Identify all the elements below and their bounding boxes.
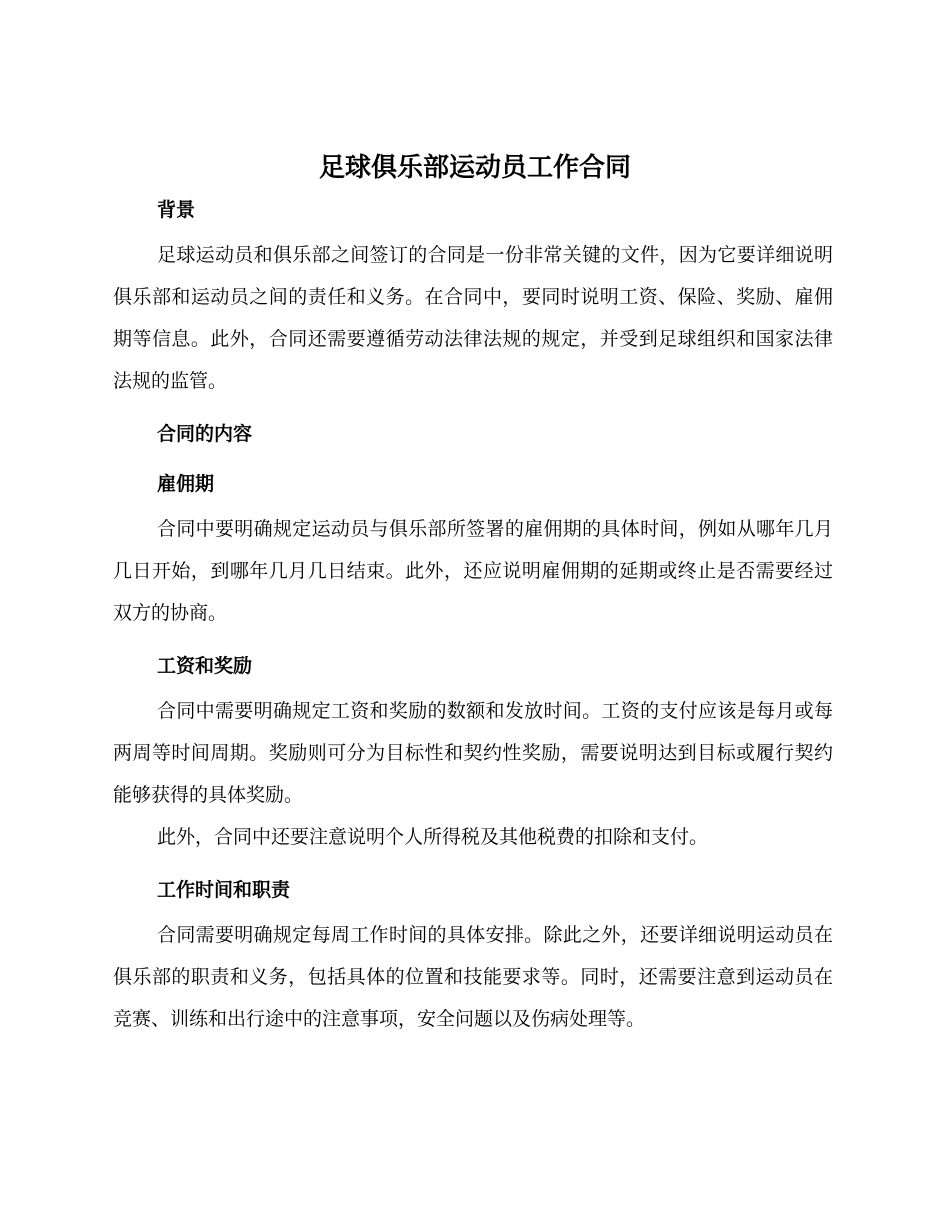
document-title: 足球俱乐部运动员工作合同 bbox=[318, 153, 631, 183]
section-heading-salary-bonus: 工资和奖励 bbox=[157, 655, 253, 677]
paragraph-salary-bonus: 合同中需要明确规定工资和奖励的数额和发放时间。工资的支付应该是每月或每两周等时间周期。奖励则可分为目标性和契约性奖励，需要说明达到目标或履行契约能够获得的具体奖励。 bbox=[113, 700, 833, 806]
paragraph-tax: 此外，合同中还要注意说明个人所得税及其他税费的扣除和支付。 bbox=[157, 826, 709, 848]
section-heading-working-hours-duties: 工作时间和职责 bbox=[157, 879, 291, 901]
section-heading-contract-content: 合同的内容 bbox=[157, 423, 253, 445]
document-body bbox=[113, 192, 833, 1040]
section-heading-background: 背景 bbox=[157, 199, 196, 221]
paragraph-working-hours-duties: 合同需要明确规定每周工作时间的具体安排。除此之外，还要详细说明运动员在俱乐部的职责和义务，包括具体的位置和技能要求等。同时，还需要注意到运动员在竞赛、训练和出行途中的注意事项，安全问题以及伤病处理等。 bbox=[113, 924, 833, 1030]
paragraph-background: 足球运动员和俱乐部之间签订的合同是一份非常关键的文件，因为它要详细说明俱乐部和运动员之间的责任和义务。在合同中，要同时说明工资、保险、奖励、雇佣期等信息。此外，合同还需要遵循劳动法律法规的规定，并受到足球组织和国家法律法规的监管。 bbox=[113, 244, 833, 392]
section-heading-employment-period: 雇佣期 bbox=[157, 473, 215, 495]
paragraph-employment-period: 合同中要明确规定运动员与俱乐部所签署的雇佣期的具体时间，例如从哪年几月几日开始，到哪年几月几日结束。此外，还应说明雇佣期的延期或终止是否需要经过双方的协商。 bbox=[113, 518, 833, 624]
